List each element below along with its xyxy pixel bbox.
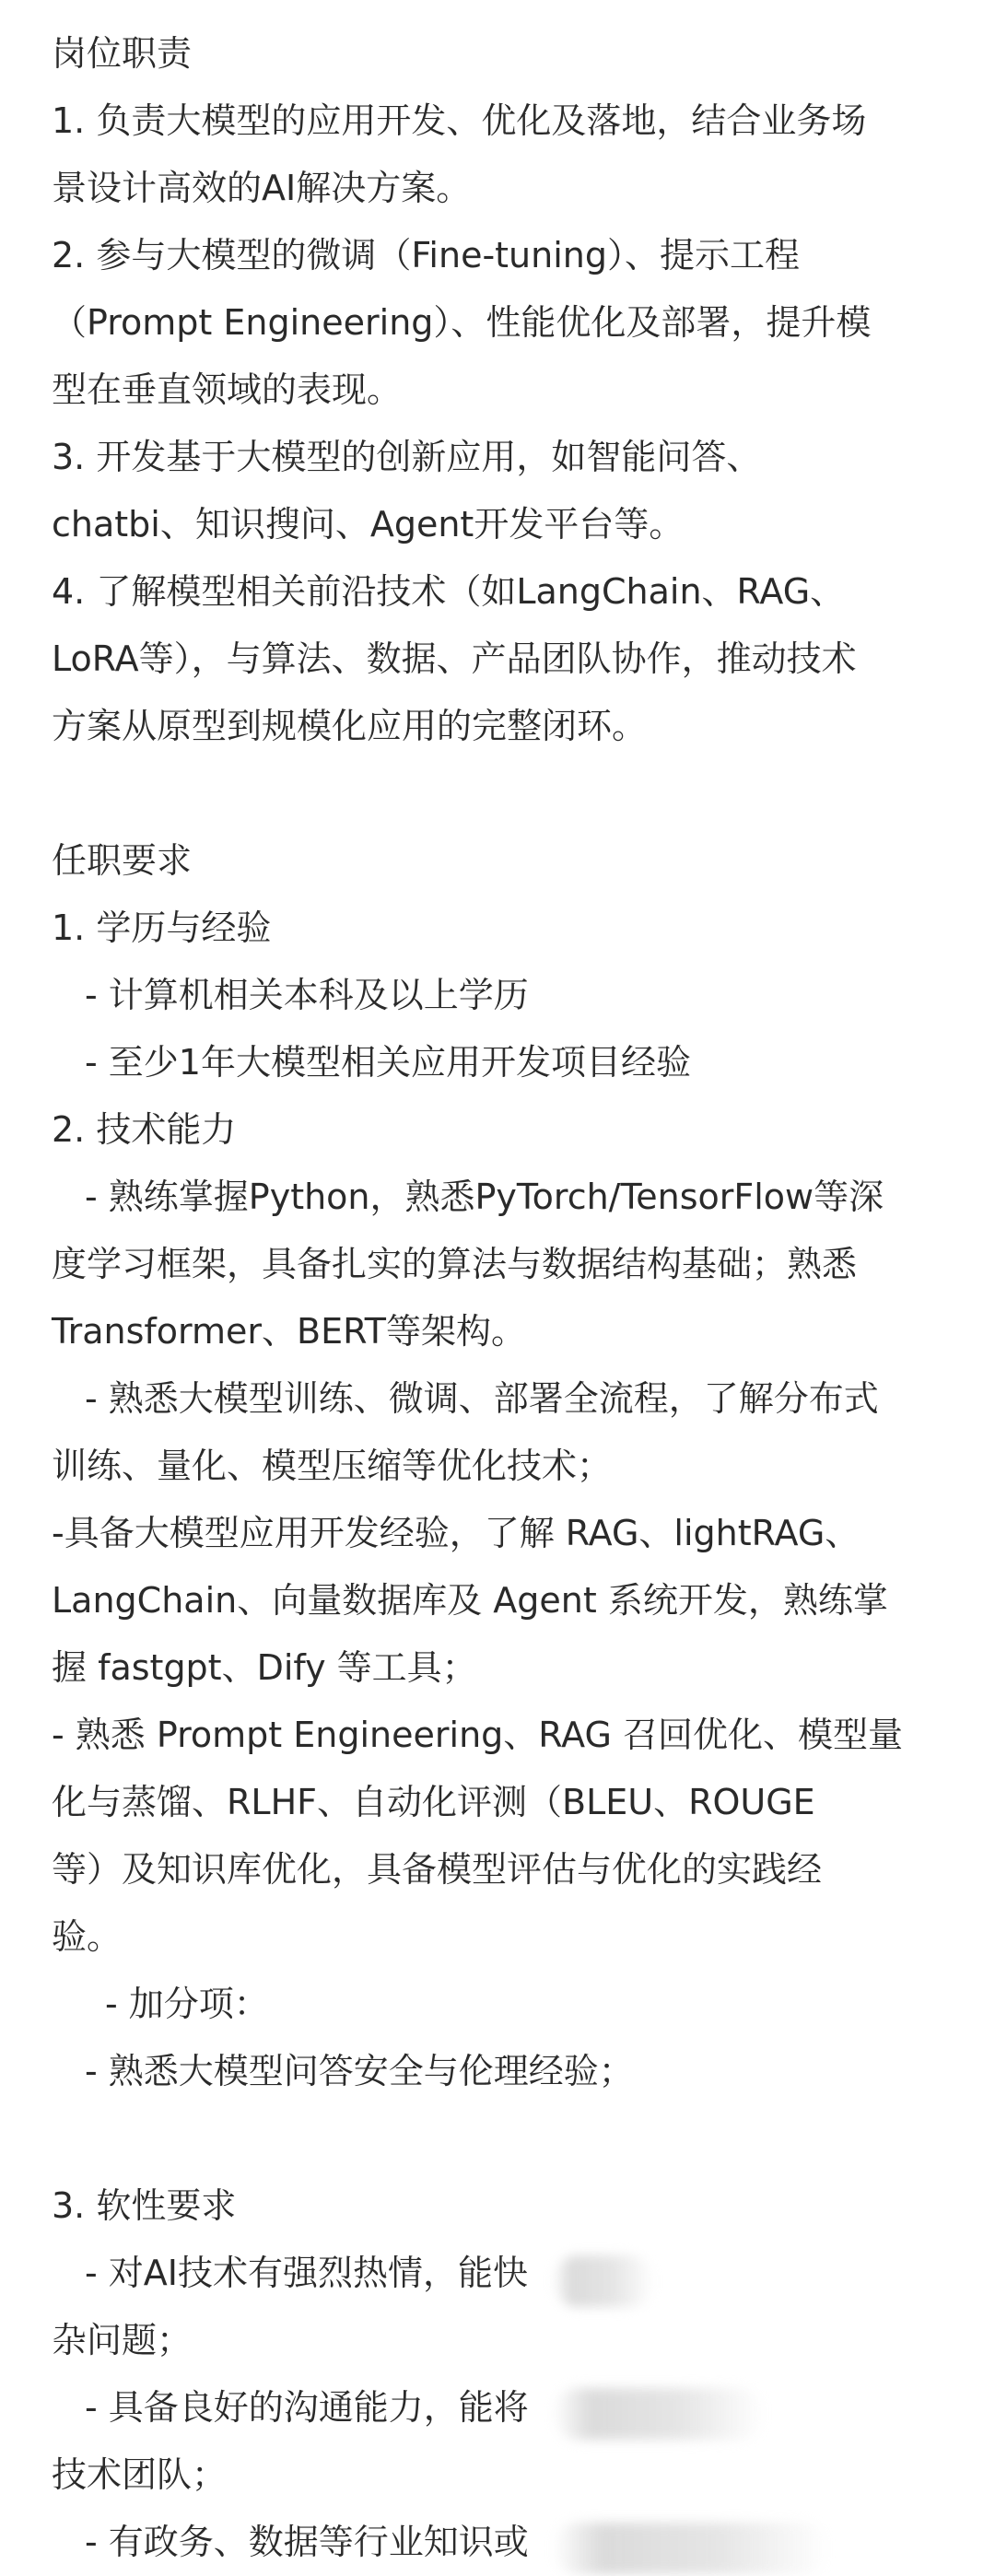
text-line: - 加分项： [105, 1984, 269, 2024]
text-line: Transformer、BERT等架构。 [52, 1311, 526, 1352]
text-line: 型在垂直领域的表现。 [52, 369, 403, 410]
text-line: - 熟练掌握Python，熟悉PyTorch/TensorFlow等深 [85, 1177, 884, 1217]
text-line: chatbi、知识搜问、Agent开发平台等。 [52, 504, 685, 544]
text-line: - 熟悉 Prompt Engineering、RAG 召回优化、模型量 [52, 1715, 903, 1755]
text-line: 化与蒸馏、RLHF、自动化评测（BLEU、ROUGE [52, 1782, 815, 1822]
obscured-text-region [553, 2388, 765, 2440]
text-line: 任职要求 [52, 840, 193, 881]
text-line: 方案从原型到规模化应用的完整闭环。 [52, 706, 648, 746]
text-line: 岗位职责 [52, 33, 193, 74]
blank-line [52, 2105, 964, 2172]
obscured-text-region [553, 2255, 654, 2307]
text-line: - 熟悉大模型训练、微调、部署全流程，了解分布式 [85, 1378, 879, 1419]
text-line: 2. 技术能力 [52, 1109, 237, 1150]
text-line: LangChain、向量数据库及 Agent 系统开发，熟练掌 [52, 1580, 888, 1621]
text-line: 技术团队； [52, 2454, 228, 2495]
text-line: 景设计高效的AI解决方案。 [52, 168, 472, 208]
text-line: LoRA等），与算法、数据、产品团队协作，推动技术 [52, 638, 857, 679]
text-line: 2. 参与大模型的微调（Fine-tuning）、提示工程 [52, 235, 800, 275]
text-line: - 具备良好的沟通能力，能将 [85, 2387, 529, 2428]
text-line: - 熟悉大模型问答安全与伦理经验； [85, 2051, 634, 2091]
text-line: 1. 负责大模型的应用开发、优化及落地，结合业务场 [52, 100, 867, 141]
text-line: 3. 开发基于大模型的创新应用，如智能问答、 [52, 437, 762, 477]
text-line: 4. 了解模型相关前沿技术（如LangChain、RAG、 [52, 571, 846, 612]
text-line: 握 fastgpt、Dify 等工具； [52, 1647, 477, 1688]
text-line: 杂问题； [52, 2320, 193, 2360]
blank-line [52, 760, 964, 827]
obscured-text-region [553, 2523, 829, 2574]
text-line: - 对AI技术有强烈热情，能快 [85, 2253, 528, 2293]
text-line: 度学习框架，具备扎实的算法与数据结构基础；熟悉 [52, 1244, 858, 1284]
text-line: （Prompt Engineering）、性能优化及部署，提升模 [52, 302, 872, 343]
job-description-document [52, 20, 964, 2576]
text-line: 1. 学历与经验 [52, 907, 272, 948]
text-line: -具备大模型应用开发经验，了解 RAG、lightRAG、 [52, 1513, 860, 1553]
text-line: - 计算机相关本科及以上学历 [85, 975, 529, 1015]
text-line: 训练、量化、模型压缩等优化技术； [52, 1446, 613, 1486]
text-line: 验。 [52, 1916, 123, 1957]
text-line: 等）及知识库优化，具备模型评估与优化的实践经 [52, 1849, 823, 1890]
text-line: 3. 软性要求 [52, 2185, 237, 2226]
text-line: - 至少1年大模型相关应用开发项目经验 [85, 1042, 691, 1083]
text-line: - 有政务、数据等行业知识或 [85, 2522, 529, 2562]
